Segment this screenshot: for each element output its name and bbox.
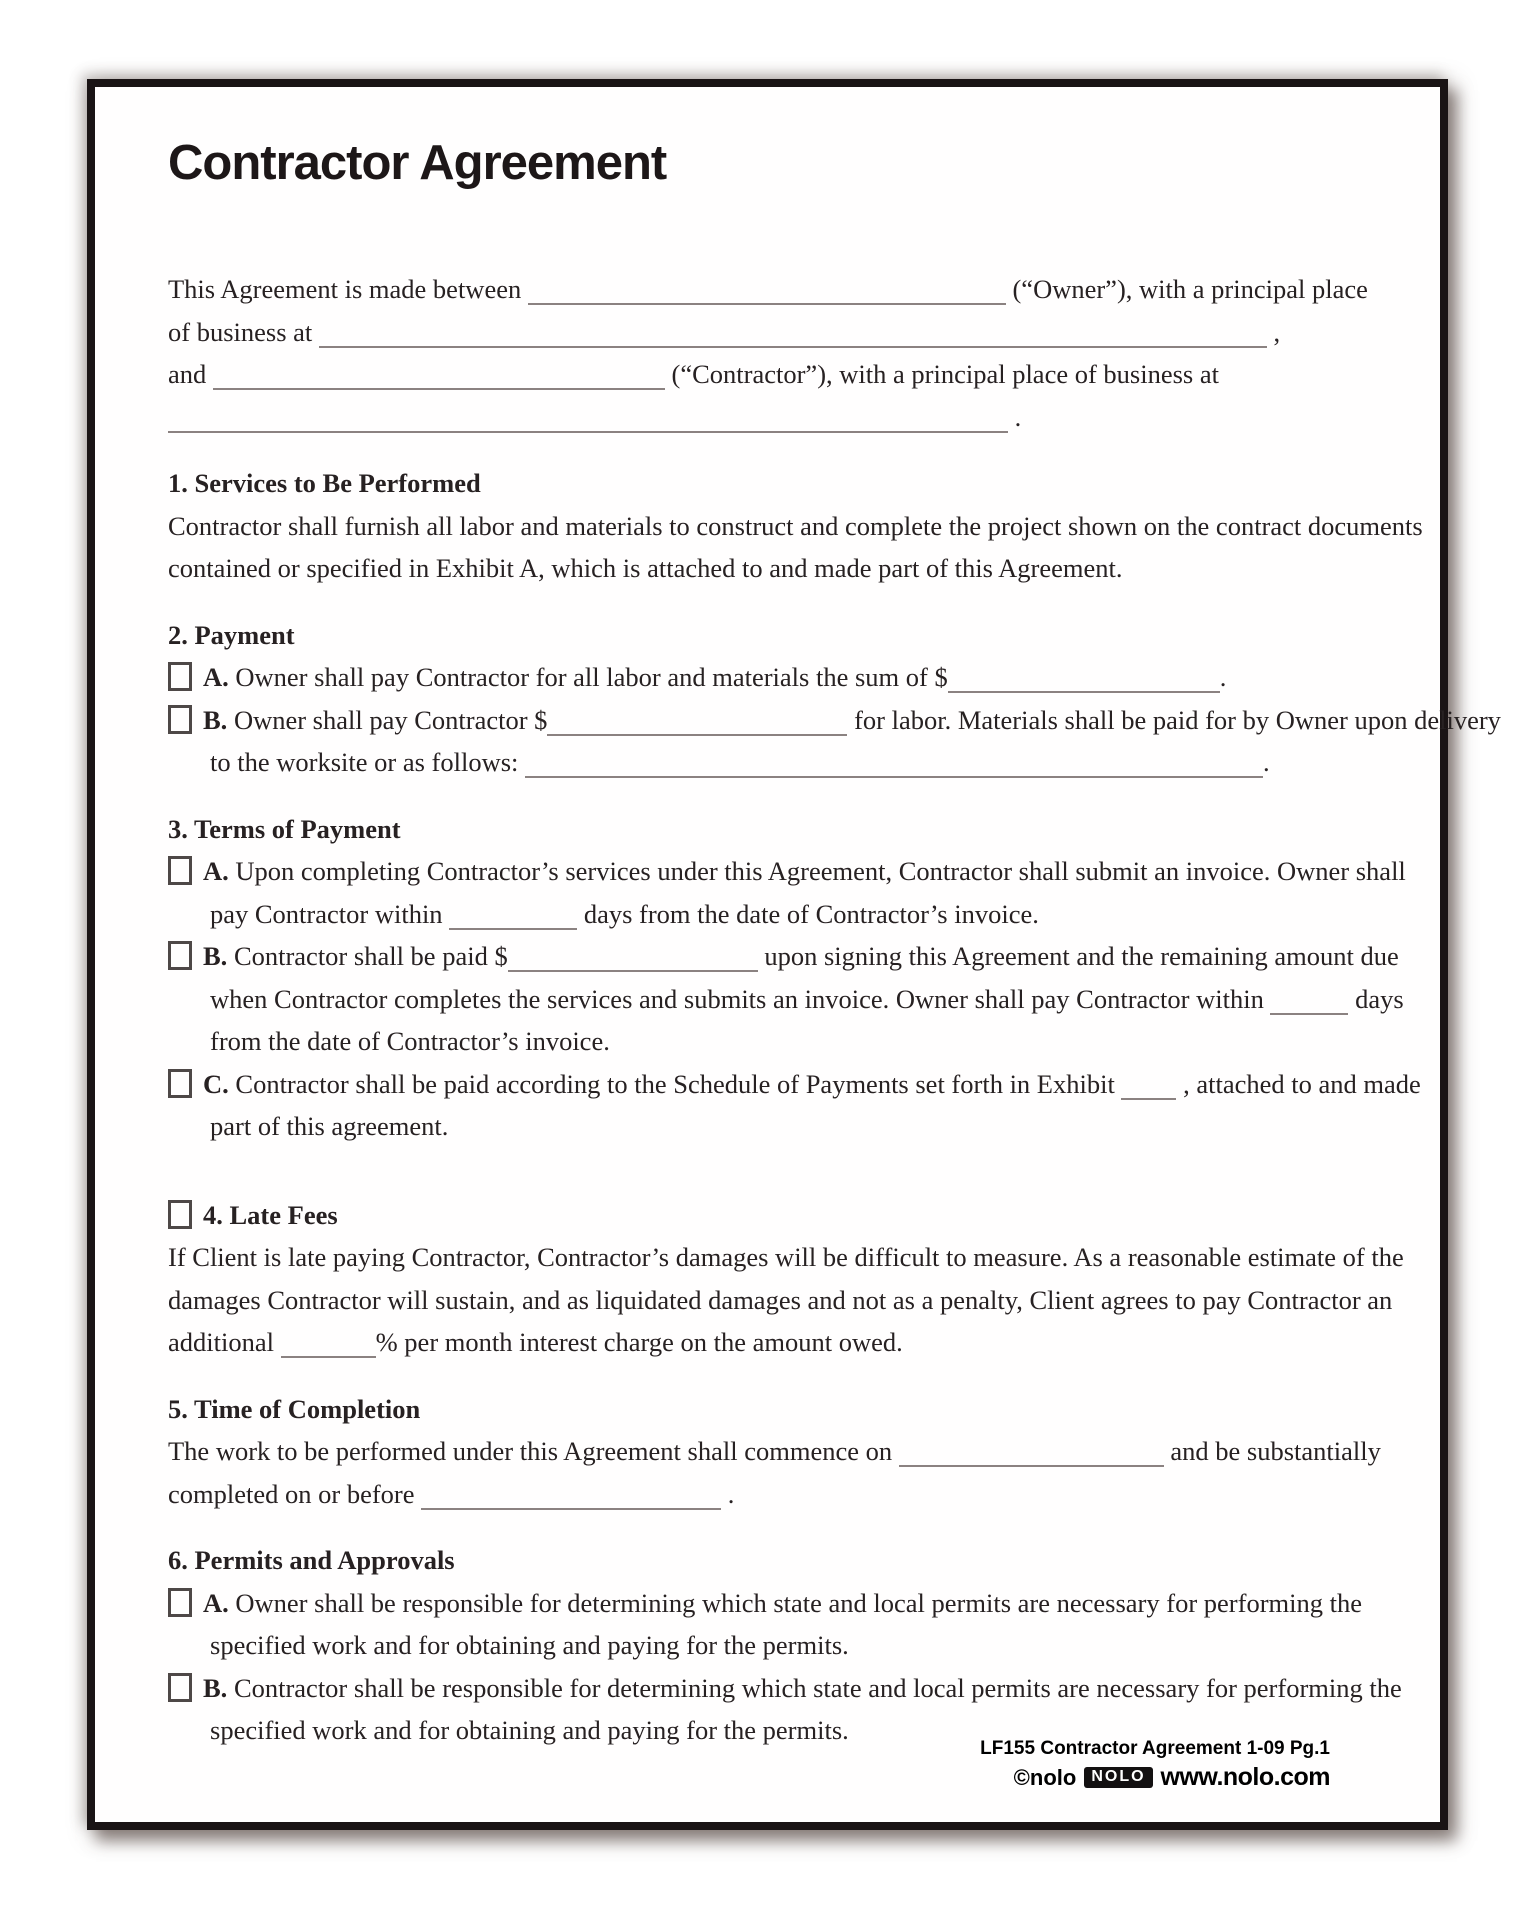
checkbox bbox=[168, 941, 192, 970]
blank-field bbox=[525, 746, 1263, 778]
text-run: from the date of Contractor’s invoice. bbox=[210, 1026, 610, 1056]
text-line bbox=[168, 893, 1312, 936]
text-run: contained or specified in Exhibit A, which is attached to and made part of this Agreement. bbox=[168, 553, 1123, 583]
checkbox bbox=[168, 1673, 192, 1702]
text-line bbox=[168, 1105, 1312, 1148]
section bbox=[168, 1539, 1402, 1752]
page-content bbox=[95, 87, 1501, 1822]
paragraph bbox=[168, 935, 1404, 1063]
section-heading-text: 4. Late Fees bbox=[203, 1199, 338, 1230]
text-run: damages Contractor will sustain, and as liquidated damages and not as a penalty, Client agrees to pay Contractor an bbox=[168, 1284, 1393, 1315]
text-run: Owner shall be responsible for determining which state and local permits are necessary for performing the bbox=[228, 1587, 1362, 1618]
section-heading bbox=[168, 1194, 1312, 1237]
checkbox bbox=[168, 856, 192, 885]
blank-field bbox=[948, 661, 1220, 693]
text-line bbox=[168, 505, 1423, 548]
nolo-logo: NOLO bbox=[1084, 1767, 1152, 1788]
text-run: , bbox=[1266, 316, 1281, 347]
section-heading-text: 1. Services to Be Performed bbox=[168, 468, 481, 498]
text-line bbox=[168, 978, 1404, 1021]
checkbox bbox=[168, 1588, 192, 1617]
intro-paragraph bbox=[168, 268, 1368, 438]
blank-field bbox=[528, 273, 1006, 305]
section-heading bbox=[168, 1388, 1312, 1431]
text-line bbox=[168, 1279, 1393, 1322]
paragraph bbox=[168, 850, 1406, 935]
nolo-website: www.nolo.com bbox=[1160, 1763, 1330, 1791]
text-line bbox=[168, 311, 1312, 354]
copyright-text: ©nolo bbox=[1013, 1764, 1077, 1790]
text-run: Contractor shall be paid according to the Schedule of Payments set forth in Exhibit bbox=[228, 1068, 1122, 1099]
text-line bbox=[168, 1667, 1402, 1710]
text-line bbox=[168, 850, 1406, 893]
footer-form-id: LF155 Contractor Agreement 1-09 Pg.1 bbox=[980, 1738, 1330, 1759]
page-footer bbox=[980, 1738, 1330, 1792]
blank-field bbox=[281, 1326, 376, 1358]
document-title: Contractor Agreement bbox=[168, 136, 667, 190]
text-run: specified work and for obtaining and paying for the permits. bbox=[210, 1715, 849, 1745]
text-line bbox=[168, 396, 1312, 439]
document-sections bbox=[168, 462, 1501, 1752]
text-run: . bbox=[721, 1478, 735, 1509]
paragraph-label: A. bbox=[203, 662, 229, 692]
blank-field bbox=[213, 358, 665, 390]
text-run: and be substantially bbox=[1163, 1436, 1381, 1466]
text-line bbox=[168, 1236, 1404, 1279]
text-run: . bbox=[1008, 401, 1022, 432]
text-run: Upon completing Contractor’s services under this Agreement, Contractor shall submit an invoice. Owner shall bbox=[228, 856, 1406, 886]
text-line bbox=[168, 268, 1368, 311]
section bbox=[168, 462, 1423, 590]
text-run: % per month interest charge on the amount owed. bbox=[375, 1327, 903, 1357]
section bbox=[168, 1194, 1404, 1364]
text-line bbox=[168, 1624, 1312, 1667]
paragraph-label: C. bbox=[203, 1068, 229, 1099]
checkbox bbox=[168, 705, 192, 734]
paragraph-label: B. bbox=[203, 704, 228, 735]
text-run: . bbox=[1263, 747, 1270, 777]
section-heading bbox=[168, 808, 1312, 851]
text-line bbox=[168, 1321, 1312, 1364]
blank-field bbox=[168, 401, 1008, 433]
paragraph bbox=[168, 656, 1312, 699]
blank-field bbox=[421, 1478, 721, 1510]
text-line bbox=[168, 935, 1399, 978]
text-run: Contractor shall furnish all labor and materials to construct and complete the project shown on the contract documents bbox=[168, 510, 1423, 541]
text-line bbox=[168, 547, 1312, 590]
footer-branding bbox=[980, 1763, 1330, 1792]
text-run: (“Contractor”), with a principal place of business at bbox=[664, 359, 1219, 389]
blank-field bbox=[319, 316, 1267, 348]
section-heading bbox=[168, 462, 1312, 505]
section bbox=[168, 1388, 1381, 1516]
checkbox bbox=[168, 1069, 192, 1098]
text-line bbox=[168, 1063, 1421, 1106]
text-run: completed on or before bbox=[168, 1478, 422, 1509]
text-run: part of this agreement. bbox=[210, 1111, 449, 1141]
text-run: and bbox=[168, 359, 213, 389]
text-run: Owner shall pay Contractor for all labor and materials the sum of $ bbox=[228, 662, 948, 692]
paragraph-label: B. bbox=[203, 941, 228, 971]
checkbox bbox=[168, 1200, 192, 1229]
text-run: pay Contractor within bbox=[210, 898, 450, 929]
text-run: days from the date of Contractor’s invoice. bbox=[577, 898, 1039, 929]
text-run: (“Owner”), with a principal place bbox=[1005, 274, 1368, 304]
text-line bbox=[168, 353, 1312, 396]
text-run: . bbox=[1219, 662, 1227, 692]
blank-field bbox=[508, 940, 758, 972]
text-run: when Contractor completes the services and submits an invoice. Owner shall pay Contractor within bbox=[210, 983, 1271, 1014]
section-heading-text: 2. Payment bbox=[168, 619, 295, 650]
text-run: , attached to and made bbox=[1176, 1068, 1421, 1099]
paragraph bbox=[168, 1236, 1404, 1364]
section bbox=[168, 808, 1421, 1148]
text-run: upon signing this Agreement and the remaining amount due bbox=[757, 941, 1399, 971]
text-run: The work to be performed under this Agreement shall commence on bbox=[168, 1436, 899, 1466]
text-run: days bbox=[1348, 983, 1404, 1014]
section-heading-text: 3. Terms of Payment bbox=[168, 813, 401, 844]
text-line bbox=[168, 741, 1312, 784]
section-heading-text: 5. Time of Completion bbox=[168, 1393, 421, 1424]
text-run: specified work and for obtaining and paying for the permits. bbox=[210, 1630, 849, 1660]
section bbox=[168, 614, 1501, 784]
text-run: Contractor shall be paid $ bbox=[227, 941, 508, 971]
text-run: of business at bbox=[168, 316, 319, 347]
section-heading bbox=[168, 614, 1312, 657]
blank-field bbox=[449, 898, 577, 930]
text-line bbox=[168, 699, 1501, 742]
paragraph-label: A. bbox=[203, 1587, 229, 1618]
text-run: for labor. Materials shall be paid for by Owner upon delivery bbox=[847, 704, 1501, 735]
text-run: to the worksite or as follows: bbox=[210, 747, 526, 777]
paragraph-label: B. bbox=[203, 1672, 228, 1703]
blank-field bbox=[899, 1435, 1164, 1467]
paragraph bbox=[168, 1430, 1381, 1515]
paragraph bbox=[168, 699, 1501, 784]
section-heading-text: 6. Permits and Approvals bbox=[168, 1545, 455, 1575]
paragraph-label: A. bbox=[203, 856, 229, 886]
paragraph bbox=[168, 1063, 1421, 1148]
text-run: Owner shall pay Contractor $ bbox=[227, 704, 548, 735]
text-line bbox=[168, 1582, 1362, 1625]
text-run: If Client is late paying Contractor, Contractor’s damages will be difficult to measure. As a reasonable estimate of the bbox=[168, 1242, 1404, 1272]
text-line bbox=[168, 656, 1312, 699]
text-run: Contractor shall be responsible for determining which state and local permits are necessary for performing the bbox=[227, 1672, 1402, 1703]
text-line bbox=[168, 1430, 1381, 1473]
blank-field bbox=[1121, 1068, 1176, 1100]
paragraph bbox=[168, 505, 1423, 590]
paragraph bbox=[168, 1582, 1362, 1667]
text-run: additional bbox=[168, 1327, 281, 1357]
text-run: This Agreement is made between bbox=[168, 274, 528, 304]
checkbox bbox=[168, 662, 192, 691]
section-heading bbox=[168, 1539, 1312, 1582]
document-page bbox=[87, 79, 1501, 1830]
blank-field bbox=[547, 704, 847, 736]
text-line bbox=[168, 1020, 1312, 1063]
blank-field bbox=[1270, 983, 1348, 1015]
text-line bbox=[168, 1473, 1312, 1516]
